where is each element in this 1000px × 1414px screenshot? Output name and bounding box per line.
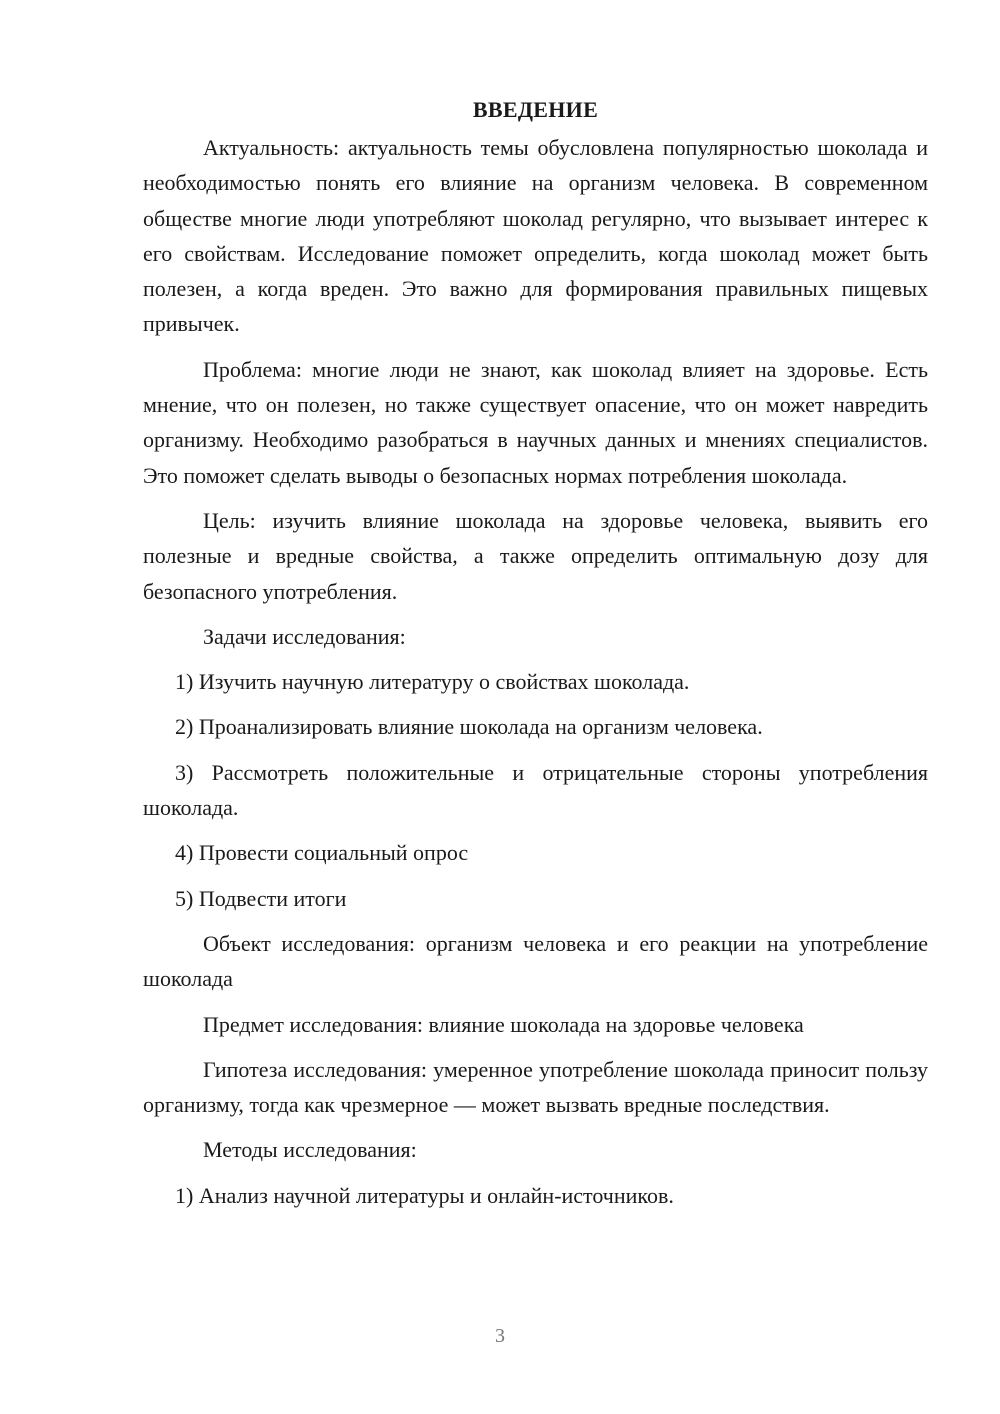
task-item-4: 4) Провести социальный опрос [175, 840, 469, 866]
task-item-3: 3) Рассмотреть положительные и отрицательные стороны употребления шоколада. [143, 759, 928, 821]
paragraph-object: Объект исследования: организм человека и его реакции на употребление шоколада [143, 930, 928, 992]
task-item-5: 5) Подвести итоги [175, 885, 347, 911]
section-heading: ВВЕДЕНИЕ [472, 97, 599, 122]
paragraph-subject: Предмет исследования: влияние шоколада на здоровье человека [203, 1011, 804, 1037]
method-item-1: 1) Анализ научной литературы и онлайн-источников. [175, 1182, 674, 1208]
tasks-title: Задачи исследования: [203, 623, 406, 649]
methods-title: Методы исследования: [203, 1137, 417, 1163]
paragraph-goal: Цель: изучить влияние шоколада на здоровье человека, выявить его полезные и вредные свойства, а также определить оптимальную дозу для безопасного употребления. [143, 507, 928, 604]
document-page [143, 92, 928, 1223]
task-item-2: 2) Проанализировать влияние шоколада на организм человека. [175, 714, 763, 740]
task-item-1: 1) Изучить научную литературу о свойствах шоколада. [175, 669, 690, 695]
page-number: 3 [495, 1325, 505, 1347]
paragraph-relevance: Актуальность: актуальность темы обусловлена популярностью шоколада и необходимостью понять его влияние на организм человека. В современном обществе многие люди употребляют шоколад регулярно, что вызывает интерес к его свойствам. Исследование поможет определить, когда шоколад может быть полезен, а когда вреден. Это важно для формирования правильных пищевых привычек. [143, 135, 928, 337]
paragraph-hypothesis: Гипотеза исследования: умеренное употребление шоколада приносит пользу организму, тогда как чрезмерное — может вызвать вредные последствия. [143, 1056, 928, 1118]
paragraph-problem: Проблема: многие люди не знают, как шоколад влияет на здоровье. Есть мнение, что он полезен, но также существует опасение, что он может навредить организму. Необходимо разобраться в научных данных и мнениях специалистов. Это поможет сделать выводы о безопасных нормах потребления шоколада. [143, 356, 928, 488]
